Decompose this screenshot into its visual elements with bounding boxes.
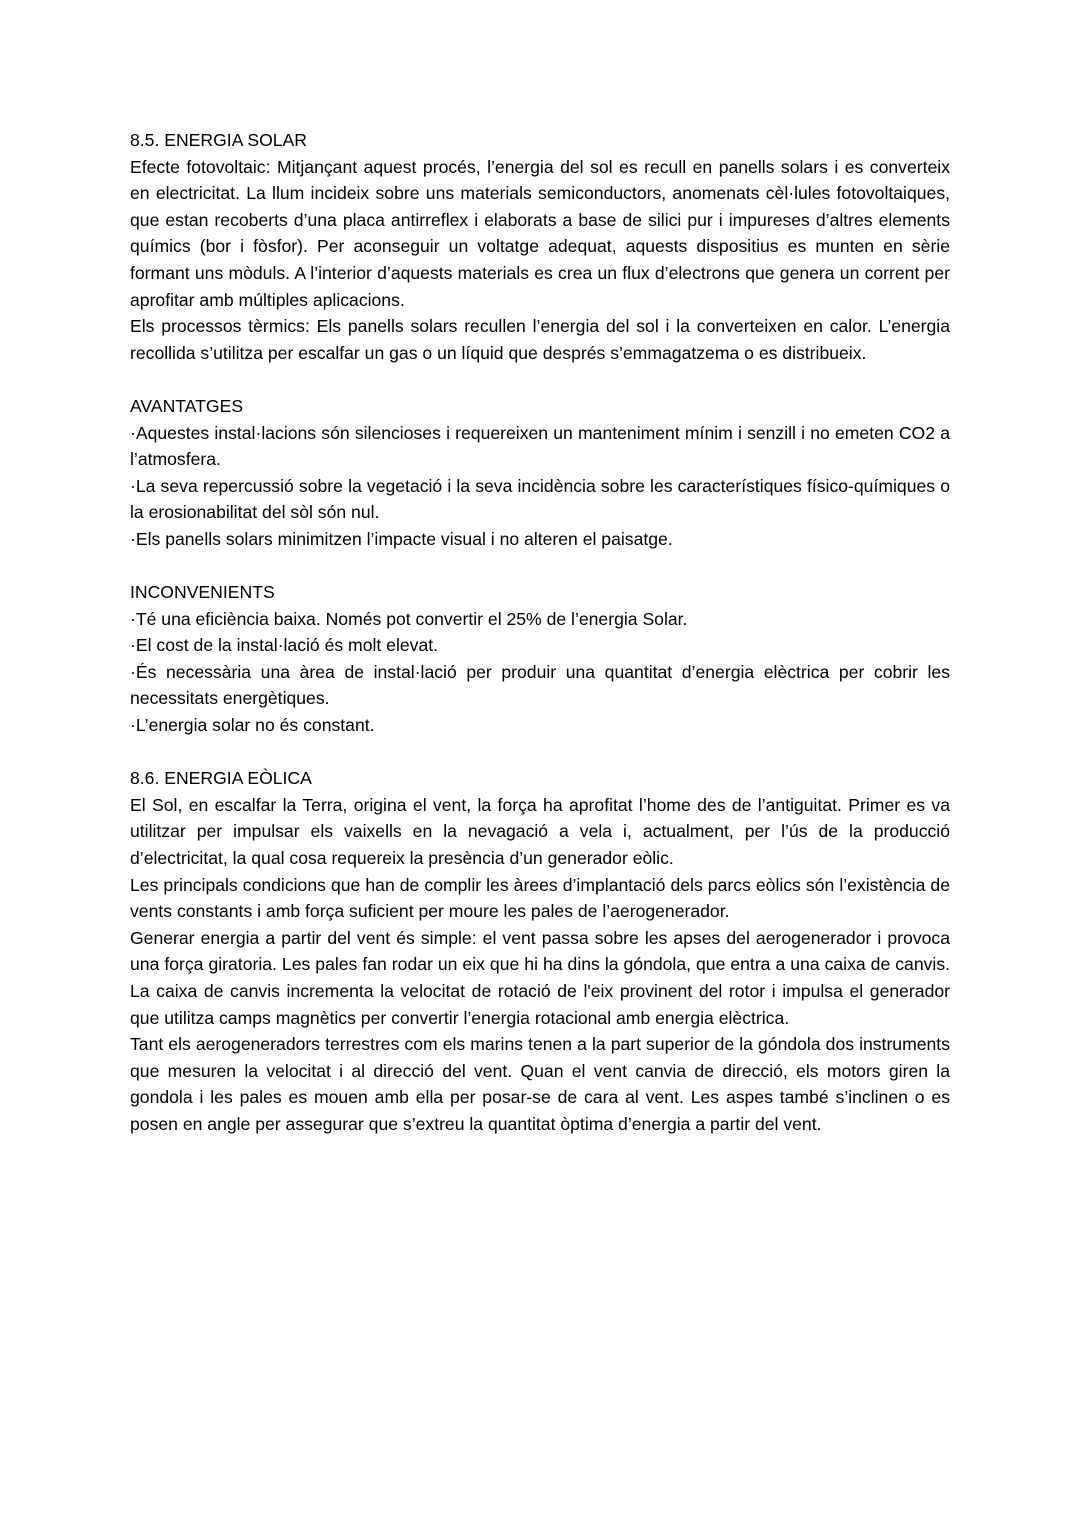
section-heading-energia-eolica: 8.6. ENERGIA EÒLICA xyxy=(130,768,312,789)
bullet-item: ·L’energia solar no és constant. xyxy=(130,715,375,736)
section-heading-avantatges: AVANTATGES xyxy=(130,395,244,416)
bullet-item: ·Els panells solars minimitzen l’impacte visual i no alteren el paisatge. xyxy=(130,528,673,549)
paragraph-processos-termics: Els processos tèrmics: Els panells solars recullen l’energia del sol i la converteixen en calor. L’energia recollida s’utilitza per escalfar un gas o un líquid que després s’emmagatzema o es distribueix. xyxy=(130,316,950,363)
section-inconvenients xyxy=(130,579,950,739)
paragraph-efecte-fotovoltaic: Efecte fotovoltaic: Mitjançant aquest procés, l’energia del sol es recull en panells solars i es converteix en electricitat. La llum incideix sobre uns materials semiconductors, anomenats cèl·lules fotovoltaiques, que estan recoberts d’una placa antirreflex i elaborats a base de silici pur i impureses d’altres elements químics (bor i fòsfor). Per aconseguir un voltatge adequat, aquests dispositius es munten en sèrie formant uns mòduls. A l’interior d’aquests materials es crea un flux d’electrons que genera un corrent per aprofitar amb múltiples aplicacions. xyxy=(130,156,950,310)
bullet-item: ·El cost de la instal·lació és molt elevat. xyxy=(130,635,439,656)
section-energia-solar xyxy=(130,127,950,366)
bullet-item: ·Aquestes instal·lacions són silencioses i requereixen un manteniment mínim i senzill i no emeten CO2 a l’atmosfera. xyxy=(130,422,950,470)
section-heading-energia-solar: 8.5. ENERGIA SOLAR xyxy=(130,130,307,150)
paragraph-el-sol-vent: El Sol, en escalfar la Terra, origina el vent, la força ha aprofitat l’home des de l’antiguitat. Primer es va utilitzar per impulsar els vaixells en la nevagació a vela i, actualment, per l’ús de la producció d’electricitat, la qual cosa requereix la presència d’un generador eòlic. xyxy=(130,794,950,869)
section-heading-inconvenients: INCONVENIENTS xyxy=(130,582,275,603)
paragraph-condicions-parcs-eolics: Les principals condicions que han de complir les àrees d’implantació dels parcs eòlics són l’existència de vents constants i amb força suficient per moure les pales de l’aerogenerador. xyxy=(130,874,950,922)
section-avantatges xyxy=(130,393,950,553)
bullet-item: ·Té una eficiència baixa. Només pot convertir el 25% de l’energia Solar. xyxy=(130,608,688,629)
paragraph-aerogeneradors-instruments: Tant els aerogeneradors terrestres com els marins tenen a la part superior de la góndola dos instruments que mesuren la velocitat i al direcció del vent. Quan el vent canvia de direcció, els motors giren la gondola i les pales es mouen amb ella per posar-se de cara al vent. Les aspes també s’inclinen o es posen en angle per assegurar que s’extreu la quantitat òptima d’energia a partir del vent. xyxy=(130,1034,950,1134)
section-energia-eolica xyxy=(130,765,950,1137)
bullet-item: ·És necessària una àrea de instal·lació per produir una quantitat d’energia elèctrica per cobrir les necessitats energètiques. xyxy=(130,661,950,709)
bullet-item: ·La seva repercussió sobre la vegetació i la seva incidència sobre les característiques físico-químiques o la erosionabilitat del sòl són nul. xyxy=(130,475,950,523)
paragraph-generar-energia-vent: Generar energia a partir del vent és simple: el vent passa sobre les apses del aerogenerador i provoca una força giratoria. Les pales fan rodar un eix que hi ha dins la góndola, que entra a una caixa de canvis. La caixa de canvis incrementa la velocitat de rotació de l'eix provinent del rotor i impulsa el generador que utilitza camps magnètics per convertir l’energia rotacional amb energia elèctrica. xyxy=(130,927,950,1028)
